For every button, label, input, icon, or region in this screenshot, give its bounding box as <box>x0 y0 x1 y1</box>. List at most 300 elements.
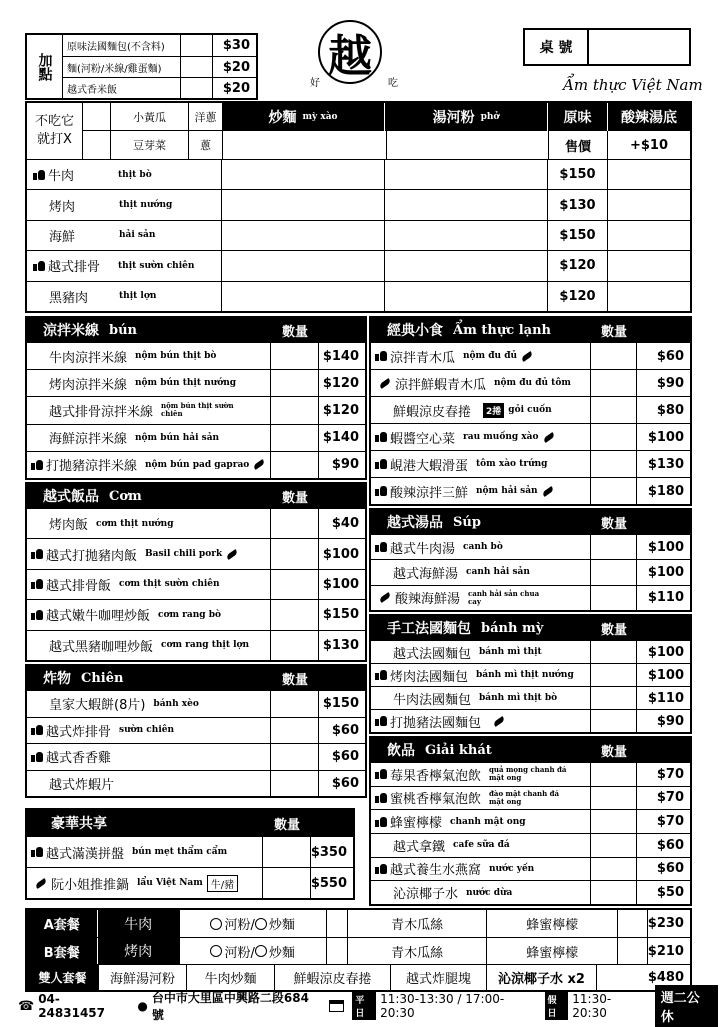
qty-fried[interactable] <box>222 282 385 311</box>
item-price: $110 <box>647 690 684 706</box>
qty-input[interactable] <box>591 710 637 732</box>
address: 台中市大里區中興路二段684號 <box>151 991 309 1022</box>
item-price: $70 <box>656 766 684 782</box>
option-radio[interactable] <box>255 918 267 930</box>
item-name: 牛肉法國麵包 <box>393 692 472 708</box>
menu-row <box>27 867 353 898</box>
menu-row <box>27 538 365 568</box>
menu-row <box>371 880 690 904</box>
recommend-icon <box>31 610 43 620</box>
item-price: $100 <box>647 539 684 555</box>
chien-section <box>25 664 367 798</box>
menu-row <box>371 833 690 857</box>
recommend-icon <box>31 752 43 762</box>
item-vn: nộm bún thịt nướng <box>135 378 237 389</box>
addon-qty[interactable] <box>181 78 213 98</box>
item-price: $70 <box>656 814 684 830</box>
menu-row <box>371 559 690 584</box>
table-number-box <box>523 28 691 66</box>
section-title-vn: Súp <box>453 514 481 530</box>
qty-spicy[interactable] <box>608 190 690 219</box>
item-price: $50 <box>656 885 684 901</box>
header-vn: phở <box>480 112 500 122</box>
recommend-icon <box>375 432 387 442</box>
item-price: $60 <box>656 348 684 364</box>
section-title-vn: Chiên <box>81 670 124 686</box>
qty-input[interactable] <box>591 858 637 881</box>
item-name: 越式牛肉湯 <box>390 541 456 557</box>
addon-price: $20 <box>222 80 250 96</box>
chili-icon <box>379 378 392 389</box>
set-main: 烤肉 <box>124 944 153 960</box>
item-vn: nộm bún pad gaprao <box>145 459 250 470</box>
item-vn: quả mọng chanh đá mật ong <box>489 765 567 783</box>
menu-row <box>371 396 690 423</box>
qty-pho[interactable] <box>385 282 548 311</box>
recommend-icon <box>33 170 45 180</box>
recommend-icon <box>375 817 387 827</box>
chili-icon <box>379 592 392 603</box>
item-name: 越式排骨涼拌米線 <box>49 404 154 420</box>
addon-price: $30 <box>222 38 250 53</box>
qty-label: 數量 <box>600 744 627 760</box>
noodle-row <box>27 281 690 311</box>
section-header <box>27 484 365 508</box>
item-price: $60 <box>331 722 359 738</box>
menu-row <box>371 450 690 477</box>
qty-input[interactable] <box>591 763 637 786</box>
item-name: 打拋豬涼拌米線 <box>46 459 138 475</box>
pin-icon: ● <box>137 999 148 1013</box>
qty-label: 數量 <box>281 324 308 340</box>
item-name: 越式炸排骨 <box>46 724 112 740</box>
set-qty[interactable] <box>618 938 647 964</box>
section-header <box>27 810 353 836</box>
item-name: 蝦醬空心菜 <box>390 431 456 447</box>
item-vn: nước yến <box>489 863 535 874</box>
noodle-header-original: 原味 <box>548 103 608 131</box>
item-vn: nộm bún thịt bò <box>135 351 217 362</box>
section-title: 手工法國麵包 <box>387 621 471 637</box>
item-name: 越式香香雞 <box>46 751 112 767</box>
item-price: $130 <box>322 637 359 653</box>
com-section <box>25 482 367 662</box>
item-vn: cơm thịt nướng <box>96 518 174 529</box>
item-vn: cơm thịt sườn chiên <box>119 579 220 590</box>
set-name: 雙人套餐 <box>38 971 87 985</box>
item-price: $100 <box>647 564 684 580</box>
item-name: 酸辣涼拌三鮮 <box>390 485 469 501</box>
recommend-icon <box>33 261 45 271</box>
section-title-vn: Ẩm thực lạnh <box>453 322 551 338</box>
item-vn: canh hải sản <box>466 567 530 578</box>
noodle-blank <box>222 131 548 159</box>
item-price: $100 <box>322 576 359 592</box>
section-title: 飲品 <box>387 743 415 759</box>
addon-list <box>63 35 256 98</box>
qty-input[interactable] <box>591 664 637 686</box>
logo-left: 好 <box>310 78 320 89</box>
noodle-row <box>27 220 690 250</box>
qty-input[interactable] <box>591 560 637 584</box>
menu-row <box>27 630 365 660</box>
item-vn: sườn chiên <box>119 725 175 736</box>
item-badge: 2捲 <box>483 403 504 418</box>
drinks-section <box>369 736 692 906</box>
item-price: $60 <box>656 837 684 853</box>
addon-label: 加點 <box>27 35 63 98</box>
item-vn: cơm rang thịt lợn <box>161 640 250 651</box>
phone: 04-24831457 <box>38 992 105 1020</box>
item-price: $350 <box>310 844 347 860</box>
qty-input[interactable] <box>591 810 637 833</box>
menu-row <box>371 709 690 732</box>
menu-row <box>371 423 690 450</box>
duo-item: 海鮮湯河粉 <box>109 972 175 987</box>
noodle-row <box>27 159 690 189</box>
duo-item: 鮮蝦涼皮春捲 <box>293 972 372 987</box>
item-price: $150 <box>559 227 596 243</box>
qty-pho[interactable] <box>385 190 548 219</box>
item-vn: nước dừa <box>466 887 513 898</box>
addon-price: $20 <box>222 59 250 75</box>
set-qty[interactable] <box>327 910 349 937</box>
item-name: 越式法國麵包 <box>393 646 472 662</box>
noodle-price-label: 售價 <box>548 131 608 159</box>
section-title-vn: bún <box>109 322 137 338</box>
item-price: $90 <box>331 457 359 473</box>
qty-input[interactable] <box>591 478 637 504</box>
item-price: $90 <box>656 713 684 729</box>
set-price: $480 <box>647 970 684 985</box>
item-tag: 牛/豬 <box>207 875 238 892</box>
qty-input[interactable] <box>591 687 637 709</box>
duo-set-row <box>27 964 690 990</box>
item-price: $130 <box>647 456 684 472</box>
qty-input[interactable] <box>591 370 637 396</box>
section-header <box>27 666 365 690</box>
item-name: 烤肉涼拌米線 <box>49 377 128 393</box>
item-name: 越式拿鐵 <box>393 839 446 855</box>
noodle-extra-price: +$10 <box>629 137 669 153</box>
section-header <box>27 318 365 342</box>
qty-input[interactable] <box>591 881 637 904</box>
qty-label: 數量 <box>600 622 627 638</box>
recommend-icon <box>31 847 43 857</box>
item-vn: bánh mì thịt bò <box>479 693 558 703</box>
logo <box>318 20 382 84</box>
exclude-checkbox[interactable] <box>83 131 111 159</box>
item-vn: canh hải sản chua cay <box>468 588 540 606</box>
item-name: 蜂蜜檸檬 <box>390 816 443 832</box>
set-qty[interactable] <box>327 938 349 964</box>
set-option: 炒麵 <box>268 918 295 933</box>
qty-input[interactable] <box>591 343 637 369</box>
qty-input[interactable] <box>591 451 637 477</box>
qty-spicy[interactable] <box>608 221 690 250</box>
recommend-icon <box>31 579 43 589</box>
set-name: A套餐 <box>43 918 80 933</box>
qty-input[interactable] <box>591 535 637 559</box>
item-price: $60 <box>331 775 359 791</box>
item-name: 海鮮涼拌米線 <box>49 432 128 448</box>
item-vn: bún mẹt thẩm cẩm <box>132 847 228 857</box>
qty-input[interactable] <box>271 600 319 629</box>
footer <box>18 991 718 1025</box>
item-name: 越式排骨 <box>48 260 101 276</box>
qty-input[interactable] <box>591 834 637 857</box>
item-vn: cafe sữa đá <box>453 840 510 851</box>
item-price: $80 <box>656 402 684 418</box>
qty-input[interactable] <box>271 452 319 478</box>
set-name: B套餐 <box>43 945 80 961</box>
duo-item: 牛肉炒麵 <box>204 972 257 987</box>
set-option: 炒麵 <box>268 945 295 961</box>
item-name: 鮮蝦涼皮春捲 <box>393 404 472 420</box>
menu-row <box>27 369 365 396</box>
section-title: 豪華共享 <box>51 816 107 832</box>
item-vn: canh bò <box>463 542 503 553</box>
qty-input[interactable] <box>591 586 637 610</box>
item-vn: bánh mì thịt nướng <box>476 670 574 680</box>
item-price: $140 <box>322 348 359 364</box>
item-price: $100 <box>647 644 684 660</box>
qty-input[interactable] <box>271 425 319 451</box>
menu-row <box>27 569 365 599</box>
item-price: $100 <box>647 429 684 445</box>
qty-spicy[interactable] <box>608 282 690 311</box>
addon-row <box>63 35 256 56</box>
addon-qty[interactable] <box>181 57 213 77</box>
option-radio[interactable] <box>210 918 222 930</box>
item-vn: nộm bún thịt sườn chiên <box>161 401 234 419</box>
set-row <box>27 910 690 937</box>
item-name: 越式嫩牛咖哩炒飯 <box>46 609 151 625</box>
bun-section <box>25 316 367 480</box>
item-vn: thịt sườn chiên <box>118 260 195 271</box>
item-name: 蜜桃香檸氣泡飲 <box>390 792 482 808</box>
set-option: 河粉/ <box>224 918 255 933</box>
item-name: 涼拌青木瓜 <box>390 350 456 366</box>
header-zh: 炒麵 <box>268 110 297 126</box>
addon-row <box>63 77 256 98</box>
chili-icon <box>253 459 266 470</box>
menu-row <box>27 396 365 423</box>
item-name: 皇家大蝦餅(8片) <box>49 698 146 714</box>
recommend-icon <box>31 460 43 470</box>
qty-input[interactable] <box>271 397 319 423</box>
qty-input[interactable] <box>271 539 319 568</box>
recommend-icon <box>31 725 43 735</box>
addon-name: 麵(河粉/米線/雞蛋麵) <box>67 63 162 75</box>
item-name: 越式黑豬咖哩炒飯 <box>49 639 154 655</box>
item-name: 越式海鮮湯 <box>393 566 459 582</box>
noodle-rows <box>27 159 690 311</box>
noodle-header-pho <box>385 103 548 131</box>
menu-row <box>27 717 365 744</box>
header-zh: 湯河粉 <box>432 110 475 126</box>
recommend-icon <box>375 486 387 496</box>
menu-row <box>371 762 690 786</box>
weekday-badge: 平日 <box>352 992 376 1020</box>
header-vn: mỳ xào <box>302 112 338 122</box>
recommend-icon <box>375 459 387 469</box>
section-title: 越式湯品 <box>387 515 443 531</box>
qty-input[interactable] <box>591 641 637 663</box>
menu-row <box>27 690 365 717</box>
noodle-row <box>27 189 690 219</box>
addon-row <box>63 56 256 77</box>
option-radio[interactable] <box>255 945 267 957</box>
chili-icon <box>521 351 534 362</box>
item-name: 涼拌鮮蝦青木瓜 <box>395 377 487 393</box>
item-vn: thịt bò <box>118 169 152 180</box>
table-label: 桌 號 <box>525 30 589 64</box>
section-title: 炸物 <box>43 671 71 687</box>
brand-vietnamese: Ẩm thực Việt Nam <box>563 76 703 94</box>
noodle-header-fried <box>222 103 385 131</box>
item-vn: lẩu Việt Nam <box>137 878 203 888</box>
menu-row <box>371 585 690 610</box>
recommend-icon <box>31 549 43 559</box>
menu-row <box>371 640 690 663</box>
qty-input[interactable] <box>271 771 319 797</box>
item-vn: nộm đu đủ <box>463 351 518 361</box>
menu-row <box>27 508 365 538</box>
addon-box <box>25 33 258 100</box>
section-title: 涼拌米線 <box>43 323 99 339</box>
item-name: 沁涼椰子水 <box>393 887 459 903</box>
item-price: $130 <box>559 197 596 213</box>
recommend-icon <box>375 670 387 680</box>
menu-row <box>371 477 690 504</box>
qty-input[interactable] <box>271 343 319 369</box>
exclude-item: 小黃瓜 <box>111 103 189 131</box>
addon-qty[interactable] <box>181 35 213 56</box>
exclude-grid <box>83 103 222 159</box>
section-header <box>371 318 690 342</box>
exclude-checkbox[interactable] <box>83 103 111 131</box>
section-title-vn: Cơm <box>109 488 142 504</box>
set-main: 牛肉 <box>124 916 153 933</box>
menu-row <box>371 369 690 396</box>
recommend-icon <box>375 716 387 726</box>
qty-pho[interactable] <box>385 251 548 280</box>
item-name: 打拋豬法國麵包 <box>390 715 482 731</box>
qty-fried[interactable] <box>222 190 385 219</box>
item-vn: gỏi cuốn <box>508 405 552 415</box>
item-price: $70 <box>656 790 684 806</box>
item-price: $150 <box>559 167 596 183</box>
qty-pho[interactable] <box>385 160 548 189</box>
option-radio[interactable] <box>210 945 222 957</box>
item-vn: nộm hải sản <box>476 486 538 496</box>
qty-input[interactable] <box>271 631 319 660</box>
item-name: 峴港大蝦滑蛋 <box>390 458 469 474</box>
qty-fried[interactable] <box>222 221 385 250</box>
item-name: 越式養生水燕窩 <box>390 863 482 879</box>
noodle-header-spicy: 酸辣湯底 <box>608 103 690 131</box>
noodle-table <box>25 101 692 313</box>
share-section <box>25 808 355 900</box>
qty-fried[interactable] <box>222 251 385 280</box>
item-price: $110 <box>647 590 684 606</box>
item-name: 阮小姐推推鍋 <box>51 877 130 893</box>
menu-row <box>371 342 690 369</box>
item-price: $120 <box>322 402 359 418</box>
qty-input[interactable] <box>591 424 637 450</box>
duo-item: 沁涼椰子水 x2 <box>498 972 585 987</box>
qty-input[interactable] <box>271 691 319 717</box>
menu-row <box>27 836 353 867</box>
qty-spicy[interactable] <box>608 160 690 189</box>
qty-input[interactable] <box>263 868 311 898</box>
section-header <box>371 738 690 762</box>
item-price: $120 <box>322 375 359 391</box>
set-side: 青木瓜絲 <box>391 945 444 961</box>
item-price: $100 <box>647 667 684 683</box>
chili-icon <box>35 878 48 889</box>
set-side: 青木瓜絲 <box>391 918 444 933</box>
qty-input[interactable] <box>263 837 311 867</box>
addon-name: 越式香米飯 <box>67 84 117 96</box>
chili-icon <box>493 716 506 727</box>
item-price: $140 <box>322 430 359 446</box>
section-title-vn: bánh mỳ <box>481 620 544 636</box>
noodle-row <box>27 250 690 280</box>
table-number-field[interactable] <box>589 30 689 64</box>
set-qty[interactable] <box>618 910 647 937</box>
chili-icon <box>542 432 555 443</box>
menu-row <box>371 686 690 709</box>
qty-input[interactable] <box>271 718 319 744</box>
qty-input[interactable] <box>271 509 319 538</box>
exclude-item: 蔥 <box>200 139 211 152</box>
item-name: 牛肉 <box>48 169 75 185</box>
item-name: 越式滿漢拼盤 <box>46 846 125 862</box>
qty-input[interactable] <box>271 570 319 599</box>
section-header <box>371 616 690 640</box>
set-drink: 蜂蜜檸檬 <box>526 945 579 961</box>
store-icon <box>329 1000 345 1012</box>
section-title-vn: Giải khát <box>425 742 492 758</box>
set-row <box>27 937 690 964</box>
set-meals <box>25 908 692 992</box>
qty-label: 數量 <box>281 672 308 688</box>
logo-right: 吃 <box>388 78 398 89</box>
item-vn: nộm bún hải sản <box>135 432 220 443</box>
qty-fried[interactable] <box>222 160 385 189</box>
qty-label: 數量 <box>281 490 308 506</box>
qty-input[interactable] <box>271 370 319 396</box>
banhmi-section <box>369 614 692 734</box>
item-name: 越式排骨飯 <box>46 578 112 594</box>
qty-spicy[interactable] <box>608 251 690 280</box>
qty-input[interactable] <box>591 787 637 810</box>
item-price: $150 <box>322 607 359 623</box>
item-price: $150 <box>322 696 359 712</box>
menu-row <box>371 857 690 881</box>
qty-pho[interactable] <box>385 221 548 250</box>
qty-input[interactable] <box>271 744 319 770</box>
item-vn: cơm rang bò <box>158 609 221 620</box>
item-price: $60 <box>331 749 359 765</box>
qty-label: 數量 <box>600 516 627 532</box>
item-name: 烤肉法國麵包 <box>390 669 469 685</box>
weekday-hours: 11:30-13:30 / 17:00-20:30 <box>380 992 505 1020</box>
qty-input[interactable] <box>591 397 637 423</box>
menu-row <box>27 424 365 451</box>
